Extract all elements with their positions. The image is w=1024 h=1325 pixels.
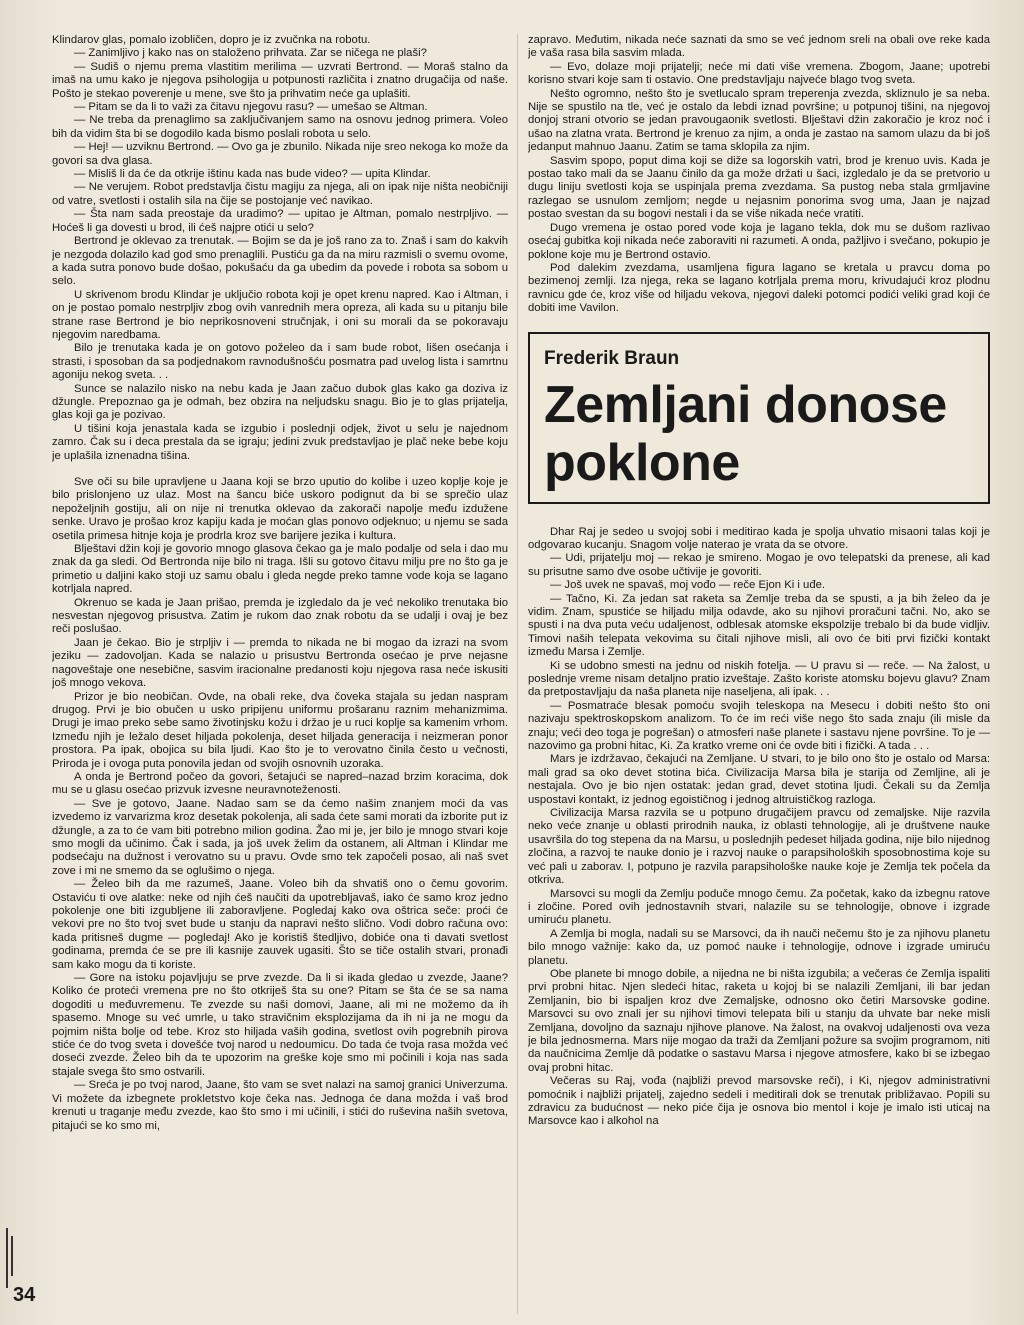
- paragraph: Civilizacija Marsa razvila se u potpuno drugačijem pravcu od zemaljske. Nije razvila neko veće znanje u oblasti prirodnih nauka, iz oblasti tehnologije, ali je društvene nauke usavršila do tog stepena da na Marsu, u poslednjih pedeset hiljada godina, nije bilo nijednog zločina, a razvoj te nauke donio je i razvoj nauke o parapsiholoških sposobnostima koje su već pali u zaborav. I, potpuno je razvila parapsihološke nauke koje je Zemlja tek počela da otkriva.: [528, 807, 990, 887]
- story-title-box: [528, 332, 990, 504]
- paragraph: Mars je izdržavao, čekajući na Zemljane. U stvari, to je bilo ono što je ostalo od Marsa: mali grad sa oko devet stotina bića. Civilizacija Marsa bila je starija od Zemljine, ali je nestajala. Ovo je bio njen ostatak: jedan grad, devet stotina ljudi. Čekali su da Zemlja uspostavi kontakt, iz jednog egoističnog i jednog altruističkog razloga.: [528, 753, 990, 806]
- paragraph: Nešto ogromno, nešto što je svetlucalo spram treperenja zvezda, skliznulo je sa neba. Nije se spustilo na tle, već je ostalo da lebdi iznad površine; u potpunoj tišini, na njegovoj donjoj strani otvorio se jedan pravougaonik svetlosti. Blještavi džin zakoračio je kroz noć i ušao na zlatna vrata. Bertrond je krenuo za njim, a onda je zastao na samom ulazu da bi još jedanput mahnuo Jaanu. Zatim se tama sklopila za njim.: [528, 87, 990, 154]
- paragraph: Jaan je čekao. Bio je strpljiv i — premda to nikada ne bi mogao da izrazi na svom jeziku — zadovoljan. Kada se nalazio u prisustvu Bertronda osećao je prve nejasne nagoveštaje one nesebične, sasvim iracionalne predanosti koju njegova rasa neće iskusiti još mnogo vekova.: [52, 636, 508, 690]
- paragraph: — Posmatraće blesak pomoću svojih teleskopa na Mesecu i dobiti nešto što oni nazivaju spektroskopskom analizom. To će im reći više nego što sada znaju (ili misle da znaju; veći deo toga je pogrešan) o atmosferi naše planete i sastavu njene površine. To je — nazovimo ga probni hitac, Ki. Za kratko vreme oni će ovde biti i fizički. A tada . . .: [528, 699, 990, 753]
- paragraph: Prizor je bio neobičan. Ovde, na obali reke, dva čoveka stajala su jedan naspram drugog. Prvi je bio obučen u usko pripijenu uniformu prošaranu raznim mehanizmima. Drugi je imao preko sebe samo životinjsku kožu i držao je u ruci koplje sa kamenim vrhom. Između njih je ležalo deset hiljada pokolenja, deset hiljada generacija i neizmeran ponor prostora. Pa ipak, obojica su bila ljudi. Kao što je to verovatno činila često u večnosti, Priroda je i ovoga puta ponovila jedan od svojih osnovnih uzoraka.: [52, 690, 508, 770]
- paragraph: Sve oči su bile upravljene u Jaana koji se brzo uputio do kolibe i uzeo koplje koje je bilo prislonjeno uz ulaz. Most na šancu biće uskoro podignut da bi se sprečio ulaz nepoželjnih gostiju, ali on nije ni trenutka oklevao da zakorači napolje među izdužene senke. Uravo je prošao kroz kapiju kada je moćan glas ponovo odjeknuo; u njemu se sada osetila primesa hitnje koja je prodrla kroz sve barijere jezika i kultura.: [52, 476, 508, 542]
- paragraph: Marsovci su mogli da Zemlju poduče mnogo čemu. Za početak, kako da izbegnu ratove i zločine. Pored ovih jednostavnih stvari, nalazile su se tehnologije, obnove i izgrade umiruću planetu.: [528, 887, 990, 927]
- paragraph: Bertrond je oklevao za trenutak. — Bojim se da je još rano za to. Znaš i sam do kakvih je nezgoda dolazilo kad god smo prenaglili. Pustiću ga da na miru razmisli o svemu ovome, a kada sutra ponovo bude došao, pokušaću da ga ubedim da povede i robota sa sobom u selo.: [52, 235, 508, 288]
- paragraph: — Ne verujem. Robot predstavlja čistu magiju za njega, ali on ipak nije ništa neobičniji od vatre, svetlosti i ostalih sila na čije se postojanje već navikao.: [52, 181, 508, 207]
- paragraph: — Pitam se da li to važi za čitavu njegovu rasu? — umešao se Altman.: [74, 101, 428, 114]
- page-number: 34: [13, 1284, 36, 1306]
- paragraph: — Ne treba da prenaglimo sa zaključivanjem samo na osnovu jednog primera. Voleo bih da vidim šta bi se dogodilo kada bismo poslali robota u selo.: [52, 114, 508, 140]
- paragraph: Blještavi džin koji je govorio mnogo glasova čekao ga je malo podalje od sela i dao mu znak da ga sledi. Od Bertronda nije bilo ni traga. Išli su gotovo čitavu milju pre no što ga je primetio u daljini kako stoji uz samu obalu i gleda negde preko tamne vode koja se lagano kotrljala napred.: [52, 543, 508, 596]
- paragraph: — Evo, dolaze moji prijatelji; neće mi dati više vremena. Zbogom, Jaane; upotrebi korisno stvari koje sam ti ostavio. One predstavljaju najveće blago tvog sveta.: [528, 60, 990, 87]
- paragraph: U skrivenom brodu Klindar je uključio robota koji je opet krenu napred. Kao i Altman, i on je postao pomalo nestrpljiv zbog ovih vanrednih mera opreza, ali kada su u pitanju bile strane rase Bertrond je bio neprikosnoveni stručnjak, i oni su morali da se pokoravaju njegovim naredbama.: [52, 288, 508, 341]
- paragraph: Okrenuo se kada je Jaan prišao, premda je izgledalo da je već nekoliko trenutaka bio nesvestan njegovog prisustva. Zatim je rukom dao znak robotu da se udalji i ovaj je bez reči poslušao.: [52, 596, 508, 636]
- paragraph: — Šta nam sada preostaje da uradimo? — upitao je Altman, pomalo nestrpljivo. — Hoćeš li ga dovesti u brod, ili ćeš najpre otići u selo?: [52, 208, 508, 234]
- paragraph: — Zanimljivo j kako nas on staloženo prihvata. Zar se ničega ne plaši?: [74, 47, 427, 60]
- paragraph: Večeras su Raj, vođa (najbliži prevod marsovske reči), i Ki, njegov administrativni pomoćnik i najbliži prijatelj, zajedno sedeli i meditirali dok se trenutak približavao. Popili su zdravicu za budućnost — neko piće čija je osnova bio mentol i koje je imalo isti uticaj na Marsovce kao i alkohol na: [528, 1075, 990, 1128]
- paragraph: — Udi, prijatelju moj — rekao je smireno. Mogao je ovo telepatski da prenese, ali kad su prisutne samo dve osobe učtivije je govoriti.: [528, 552, 990, 578]
- right-column: [528, 34, 990, 1316]
- story-author: Frederik Braun: [544, 347, 680, 369]
- margin-mark: [6, 1228, 8, 1288]
- column-divider: [517, 34, 518, 1314]
- paragraph: Dhar Raj je sedeo u svojoj sobi i meditirao kada je spolja uhvatio misaoni talas koji je odgovarao kucanju. Snagom volje naterao je vrata da se otvore.: [528, 525, 990, 551]
- paragraph: Dugo vremena je ostao pored vode koja je lagano tekla, dok mu se dušom razlivao osećaj gubitka koji nikada neće zaboraviti ni razumeti. A onda, pažljivo i svečano, pokupio je poklone koje mu je Bertrond ostavio.: [528, 221, 990, 261]
- story-title-line-1: Zemljani donose: [544, 375, 947, 434]
- paragraph: A Zemlja bi mogla, nadali su se Marsovci, da ih nauči nečemu što je za njihovu planetu bilo mnogo važnije: kako da, uz pomoć nauke i tehnologije, odnove i izgrade umiruću planetu.: [528, 927, 990, 967]
- paragraph: — Sudiš o njemu prema vlastitim merilima — uzvrati Bertrond. — Moraš stalno da imaš na umu kako je njegova psihologija u potpunosti različita i znatno drugačija od naše. Pošto je stekao poverenje u mene, sve što ja prihvatim neće ga uplašiti.: [52, 60, 508, 100]
- story-title-line-2: poklone: [544, 433, 740, 492]
- paragraph: U tišini koja jenastala kada se izgubio i poslednji odjek, život u selu je najednom zamro. Čak su i deca prestala da se igraju; jedini zvuk predstavljao je plač neke bebe koju je uplašila iznenadna tišina.: [52, 422, 508, 462]
- paragraph: — Gore na istoku pojavljuju se prve zvezde. Da li si ikada gledao u zvezde, Jaane? Koliko će proteći vremena pre no što otkriješ šta su one? Pitam se šta će se sa nama dogoditi u međuvremenu. Te zvezde su naši domovi, Jaane, ali mi ne možemo da ih spasemo. Mnoge su već umrle, u tako stravičnim eksplozijama da ih ni ja ne mogu da pojmim ništa bolje od tebe. Kroz sto hiljada vaših godina, svetlost ovih pogrebnih pirova stiće će do tvog sveta i dovešće tvoj narod u nedoumicu. Do tada će tvoja rasa možda već doseći zvezde. Želeo bih da te upozorim na greške koje smo mi počinili i koja nas sada stajale svega što smo ostvarili.: [52, 972, 508, 1078]
- paragraph: — Hej! — uzviknu Bertrond. — Ovo ga je zbunilo. Nikada nije sreo nekoga ko može da govori sa dva glasa.: [52, 141, 508, 167]
- paragraph: Obe planete bi mnogo dobile, a nijedna ne bi ništa izgubila; a večeras će Zemlja ispaliti prvi probni hitac. Njen sledeći hitac, raketa u kojoj bi se nalazili Zemljani, ili bar jedan Zemljanin, bio bi ispaljen kroz dve Zemaljske, odnosno oko četiri Marsovske godine. Marsovci su ovo znali jer su njihovi timovi telepata bili u stanju da uhvate bar neke misli Zemljana, dovoljno da saznaju njihove planove. Na žalost, na ovakvoj udaljenosti ova veza je bila jednosmerna. Mars nije mogao da traži da Zemljani požure sa svojim programom, niti da naučnicima Zemlje dâ podatke o sastavu Marsa i njegove atmosfere, kako bi se izbegao ovaj probni hitac.: [528, 967, 990, 1074]
- paragraph: — Tačno, Ki. Za jedan sat raketa sa Zemlje treba da se spusti, a ja bih želeo da je vidim. Znam, spustiće se hiljadu milja odavde, ako su njihovi proračuni tačni. No, ako se spusti i na dva puta veću udaljenost, odblesak atomske ekspolzije trebalo bi da bude vidljiv. Timovi naših telepata vekovima su čitali njihove misli, ali ovo će biti prvi fizički kontakt između Marsa i Zemlje.: [528, 592, 990, 659]
- paragraph: Sunce se nalazilo nisko na nebu kada je Jaan začuo dubok glas kako ga doziva iz džungle. Prepoznao ga je odmah, bez obzira na neljudsku snagu. Bio je to glas prijatelja, glas koji ga je pozivao.: [52, 382, 508, 422]
- paragraph: — Sreća je po tvoj narod, Jaane, što vam se svet nalazi na samoj granici Univerzuma. Vi možete da izbegnete prokletstvo koje čeka nas. Jednoga će dana možda i vaš brod krenuti u traganje među zvezde, kao što smo i mi učinili, i stići do ruševina naših svetova, pitajući se ko smo mi,: [52, 1079, 508, 1132]
- paragraph: Ki se udobno smesti na jednu od niskih fotelja. — U pravu si — reče. — Na žalost, u poslednje vreme nisam detaljno pratio izveštaje. Zašto koriste atomsku bojevu glavu? Znam da pretpostavljaju da naša planeta nije naseljena, ali ipak. . .: [528, 659, 990, 699]
- left-column: [52, 34, 508, 1316]
- paragraph: — Sve je gotovo, Jaane. Nadao sam se da ćemo našim znanjem moći da vas izvedemo iz varvarizma kroz desetak pokolenja, ali sada ćete sami morati da izborite put iz džungle, a za to će vam biti potrebno milion godina. Žao mi je, jer bilo je mnogo stvari koje smo mogli da učinimo. Čak i sada, ja još uvek želim da ostanem, ali Altman i Klindar me podsećaju na dužnost i verovatno su u pravu. Ovde smo tek započeli posao, ali naš svet zove i mi ne smemo da se oglušimo o njega.: [52, 797, 508, 877]
- margin-mark: [11, 1236, 13, 1276]
- paragraph: zapravo. Međutim, nikada neće saznati da smo se već jednom sreli na obali ove reke kada je vaša rasa bila sasvim mlada.: [528, 34, 990, 60]
- paragraph: Pod dalekim zvezdama, usamljena figura lagano se kretala u pravcu doma po bezimenoj zemlji. Iza njega, reka se lagano kotrljala prema moru, krivudajući kroz plodnu ravnicu gde će, kroz više od hiljadu vekova, njegovi daleki potomci podići veliki grad koji će dobiti ime Vavilon.: [528, 261, 990, 315]
- paragraph: A onda je Bertrond počeo da govori, šetajući se napred–nazad brzim koracima, dok mu se u glasu osećao prizvuk izvesne neuravnoteženosti.: [52, 770, 508, 797]
- paragraph: Bilo je trenutaka kada je on gotovo poželeo da i sam bude robot, lišen osećanja i strasti, i sposoban da sa podjednakom ravnodušnošću posmatra pad uvelog lista i samrtnu agoniju nekog sveta. . .: [52, 342, 508, 382]
- paragraph: — Još uvek ne spavaš, moj vođo — reče Ejon Ki i uđe.: [550, 579, 826, 592]
- paragraph: — Želeo bih da me razumeš, Jaane. Voleo bih da shvatiš ono o čemu govorim. Ostaviću ti ove alatke: neke od njih ćeš naučiti da upotrebljavaš, iako će samo kroz jedno pokolenje one biti izgubljene ili zaboravljene. Pogledaj kako ova oštrica seče: proći će vekovi pre no što tvoj svet bude u stanju da napravi nešto slično. Vodi dobro računa ovo: kada pritisneš dugme — pogledaj! Ako je koristiš štedljivo, dobiće ona ti davati svetlost godinama, premda će se pre ili kasnije zauvek ugasiti. Što se tiče ostalih stvari, pronađi sam kako mogu da ti koriste.: [52, 878, 508, 971]
- paragraph: — Misliš li da će da otkrije ištinu kada nas bude video? — upita Klindar.: [74, 168, 431, 181]
- paragraph: Sasvim spoро, poput dima koji se diže sa logorskih vatri, brod je krenuo uvis. Kada je postao tako mali da se Jaanu činilo da ga može držati u šaci, izgledalo je da se pretvorio u dugu liniju svetlosti koja se uspinjala prema zvezdama. Sa pustog neba stala grmljavine razlegao se usnulom zemljom; negde u nejasnim ponorima svog uma, Jaan je najzad postao svestan da su bogovi nestali i da se više nikada neće vratiti.: [528, 154, 990, 221]
- paragraph: Klindarov glas, pomalo izobličen, dopro je iz zvučnka na robotu.: [52, 34, 371, 46]
